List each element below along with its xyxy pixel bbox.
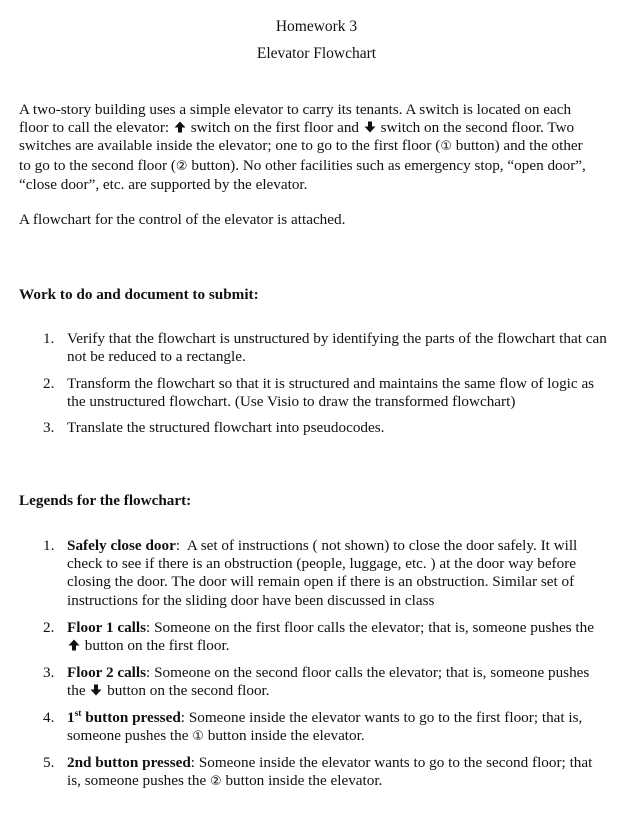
intro-paragraph-2: A flowchart for the control of the elevator is attached. [19, 211, 346, 228]
legend-text: Someone inside the elevator wants to go to the first floor; that is, someone pushes the [67, 709, 583, 745]
legend-sep: : [146, 619, 151, 636]
intro-paragraph [19, 101, 594, 194]
legend-sep: : [190, 754, 196, 771]
intro-text-3: switch on the second floor. Two switches are available inside the elevator; one to go to the first floor ( [19, 119, 575, 155]
legend-text: Someone inside the elevator wants to go to the second floor; that is, someone pushes the [67, 754, 593, 790]
intro-text-4: button) and the other to go to the second floor ( [19, 137, 583, 174]
list-number: 3. [43, 664, 55, 681]
list-text: Verify that the flowchart is unstructured by identifying the parts of the flowchart that can not be reduced to a rectangle. [67, 330, 607, 366]
legend-term: Floor 1 calls [67, 619, 147, 636]
legend-text: button on the second floor. [103, 682, 270, 700]
down-arrow-icon [364, 121, 376, 133]
down-arrow-icon [90, 684, 102, 696]
up-arrow-icon [174, 121, 186, 133]
list-number: 1. [43, 330, 55, 347]
legends-heading: Legends for the flowchart: [19, 492, 192, 509]
legend-text: Someone on the first floor calls the elevator; that is, someone pushes the [150, 619, 594, 636]
list-text [67, 619, 607, 655]
intro-text-2: switch on the first floor and [186, 119, 363, 137]
legend-term-number: 1 [67, 709, 75, 726]
list-text [67, 664, 607, 700]
legend-term: Safely close door [67, 537, 176, 554]
legend-text: button on the first floor. [81, 637, 230, 655]
circled-one-icon: ① [440, 139, 452, 155]
legend-text: A set of instructions ( not shown) to close the door safely. It will check to see if there is an obstruction (people, luggage, etc. ) at the door way before closing the door. The door will remain open if there is an obstruction. Similar set of instructions for the sliding door have been discussed in class [67, 537, 582, 609]
page-title: Homework 3 [275, 18, 358, 35]
list-text [67, 709, 607, 746]
page-subtitle: Elevator Flowchart [256, 45, 377, 62]
legend-term-superscript: st [74, 709, 82, 719]
circled-one-icon: ① [192, 729, 204, 745]
legend-text: button inside the elevator. [221, 772, 383, 790]
list-number: 4. [43, 709, 55, 726]
legend-text: Someone on the second floor calls the elevator; that is, someone pushes the [67, 664, 590, 700]
legend-sep: : [146, 664, 151, 681]
list-number: 2. [43, 619, 55, 636]
list-text: Translate the structured flowchart into pseudocodes. [67, 419, 385, 436]
up-arrow-icon [68, 639, 80, 651]
list-number: 5. [43, 754, 55, 771]
legend-sep: : [175, 537, 181, 554]
list-number: 3. [43, 419, 55, 436]
legend-term [67, 709, 181, 726]
list-text: Transform the flowchart so that it is structured and maintains the same flow of logic as the unstructured flowchart. (Use Visio to draw the transformed flowchart) [67, 375, 595, 411]
list-number: 2. [43, 375, 55, 392]
list-text [67, 754, 607, 791]
legend-sep: : [180, 709, 186, 726]
legend-term: Floor 2 calls [67, 664, 147, 681]
intro-text-1: A two-story building uses a simple elevator to carry its tenants. A switch is located on each floor to call the elevator: [19, 101, 572, 137]
work-heading: Work to do and document to submit: [19, 286, 259, 303]
circled-two-icon: ② [210, 774, 222, 790]
intro-text-5: button). No other facilities such as emergency stop, “open door”, “close door”, etc. are supported by the elevator. [19, 156, 586, 193]
circled-two-icon: ② [175, 158, 188, 174]
legend-text: button inside the elevator. [203, 727, 365, 745]
list-number: 1. [43, 537, 55, 554]
legend-term-rest: button pressed [81, 709, 181, 726]
list-text [67, 537, 607, 610]
legend-term: 2nd button pressed [67, 754, 191, 771]
